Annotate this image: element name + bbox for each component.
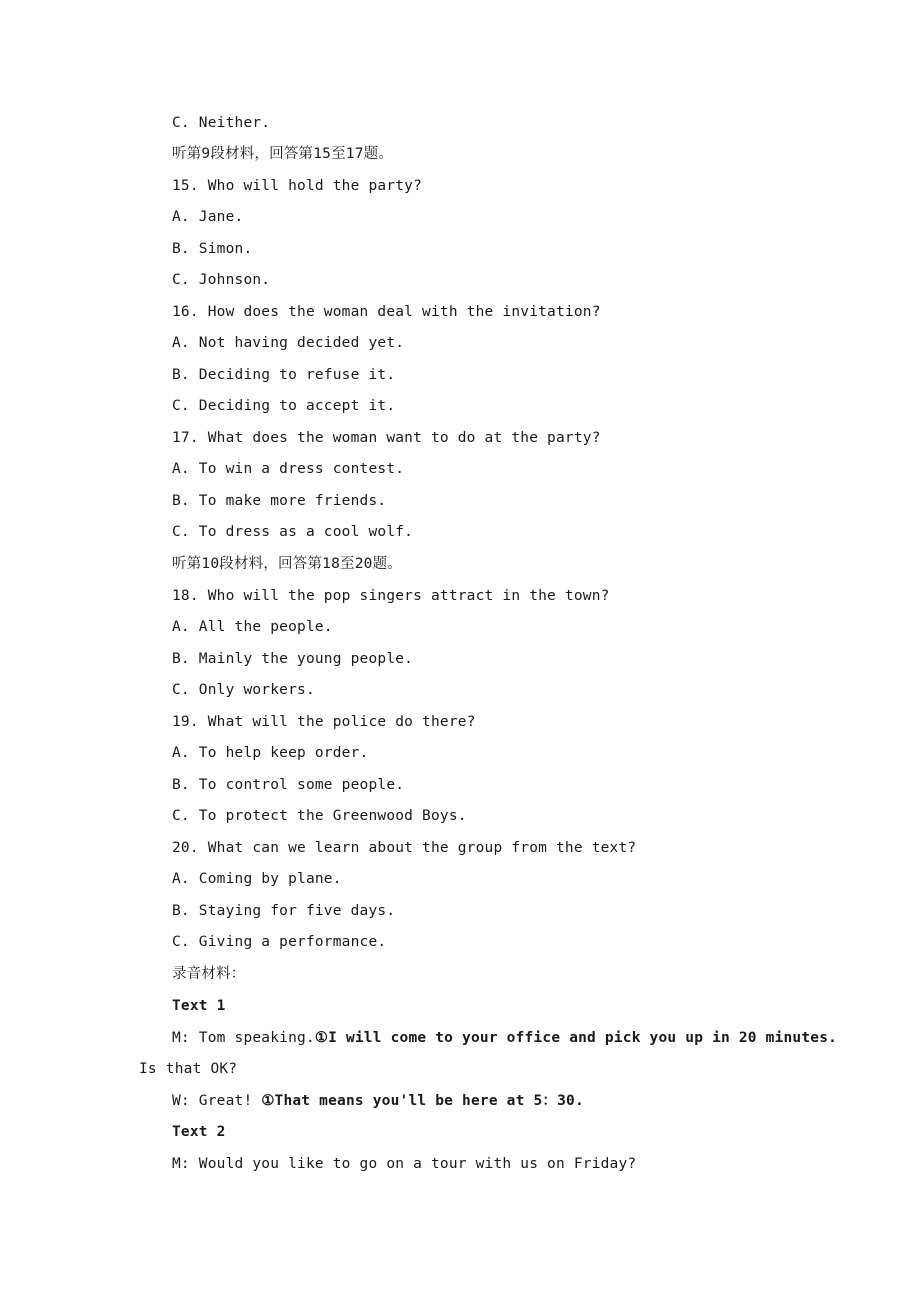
q20-option-b: B. Staying for five days.	[172, 903, 396, 919]
q20-option-c: C. Giving a performance.	[172, 934, 387, 950]
q20-option-a: A. Coming by plane.	[172, 871, 342, 887]
text1-woman-prefix: W: Great!	[172, 1093, 262, 1109]
q15-option-c: C. Johnson.	[172, 272, 271, 288]
q18-option-c: C. Only workers.	[172, 682, 315, 698]
q17-option-a: A. To win a dress contest.	[172, 461, 405, 477]
text1-man-continuation: Is that OK?	[139, 1061, 238, 1077]
text1-woman-key-sentence: ①That means you'll be here at 5：30.	[261, 1093, 584, 1109]
text1-man-prefix: M: Tom speaking.	[172, 1030, 315, 1046]
q16-stem: 16. How does the woman deal with the invitation?	[172, 304, 601, 320]
text2-title: Text 2	[172, 1124, 226, 1140]
section9-intro: 听第9段材料，回答第15至17题。	[172, 146, 394, 162]
q20-stem: 20. What can we learn about the group from the text?	[172, 840, 637, 856]
q14-option-c: C. Neither.	[172, 115, 271, 131]
q17-option-c: C. To dress as a cool wolf.	[172, 524, 414, 540]
q19-option-a: A. To help keep order.	[172, 745, 369, 761]
transcript-heading: 录音材料：	[172, 966, 246, 982]
q18-option-b: B. Mainly the young people.	[172, 651, 414, 667]
q19-option-c: C. To protect the Greenwood Boys.	[172, 808, 467, 824]
text2-man-line: M: Would you like to go on a tour with us on Friday?	[172, 1156, 637, 1172]
q16-option-b: B. Deciding to refuse it.	[172, 367, 396, 383]
q15-stem: 15. Who will hold the party?	[172, 178, 423, 194]
text1-man-line	[172, 1028, 837, 1048]
text1-man-key-sentence: ①I will come to your office and pick you up in 20 minutes.	[314, 1030, 838, 1046]
q19-option-b: B. To control some people.	[172, 777, 405, 793]
q16-option-a: A. Not having decided yet.	[172, 335, 405, 351]
q19-stem: 19. What will the police do there?	[172, 714, 476, 730]
q16-option-c: C. Deciding to accept it.	[172, 398, 396, 414]
text1-woman-line	[172, 1091, 584, 1111]
q18-option-a: A. All the people.	[172, 619, 333, 635]
q15-option-a: A. Jane.	[172, 209, 244, 225]
q17-stem: 17. What does the woman want to do at the party?	[172, 430, 601, 446]
q15-option-b: B. Simon.	[172, 241, 253, 257]
q17-option-b: B. To make more friends.	[172, 493, 387, 509]
text1-title: Text 1	[172, 998, 226, 1014]
q18-stem: 18. Who will the pop singers attract in the town?	[172, 588, 610, 604]
section10-intro: 听第10段材料，回答第18至20题。	[172, 556, 402, 572]
